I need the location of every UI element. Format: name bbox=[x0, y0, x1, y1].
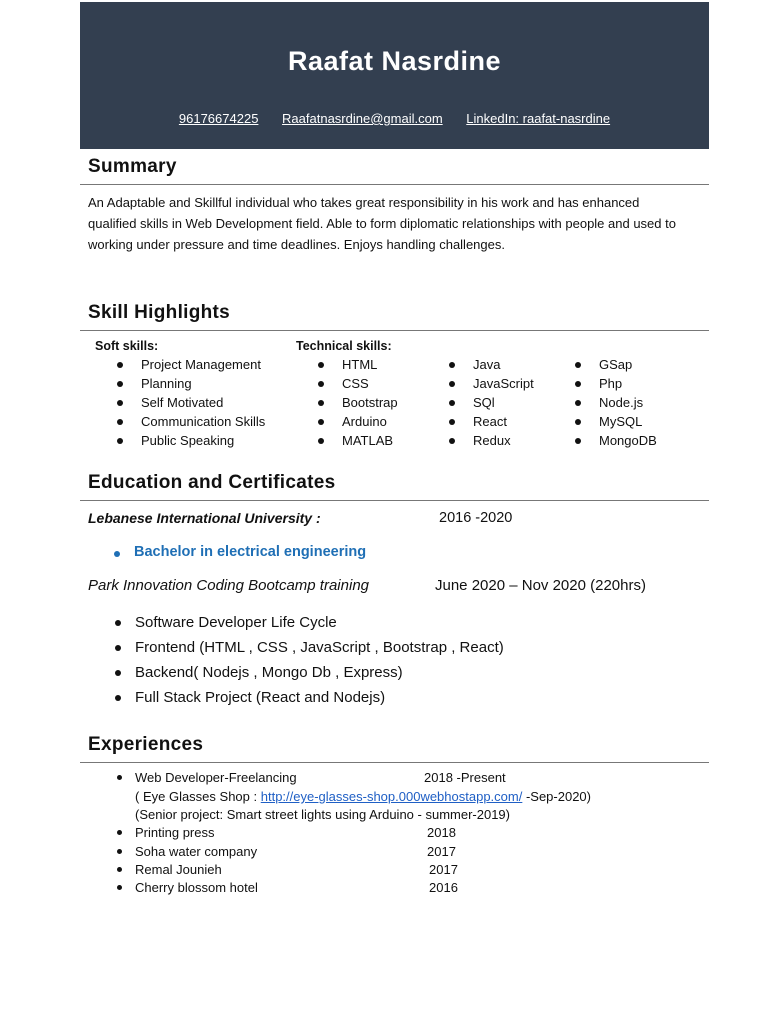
exp-year: 2017 bbox=[429, 862, 458, 877]
exp-role: Printing press bbox=[135, 825, 215, 840]
bootcamp-name: Park Innovation Coding Bootcamp training bbox=[88, 577, 370, 594]
exp-freelance-dates: 2018 -Present bbox=[424, 770, 506, 785]
exp-role: Remal Jounieh bbox=[135, 862, 222, 877]
list-item: Planning bbox=[115, 374, 265, 393]
list-item: Software Developer Life Cycle bbox=[112, 610, 504, 635]
exp-eye-glasses-line bbox=[135, 788, 591, 806]
tech-skills-col-1 bbox=[316, 355, 398, 450]
list-item: Php bbox=[573, 374, 657, 393]
list-item: CSS bbox=[316, 374, 398, 393]
contact-row bbox=[80, 111, 709, 126]
soft-skills-list bbox=[115, 355, 265, 450]
linkedin-link[interactable]: LinkedIn: raafat-nasrdine bbox=[466, 111, 611, 126]
list-item: MATLAB bbox=[316, 431, 398, 450]
university-colon: : bbox=[312, 510, 321, 526]
technical-skills-label: Technical skills: bbox=[296, 339, 392, 353]
exp-role: Soha water company bbox=[135, 844, 258, 859]
list-item: GSap bbox=[573, 355, 657, 374]
list-item: Arduino bbox=[316, 412, 398, 431]
email-link[interactable]: Raafatnasrdine@gmail.com bbox=[282, 111, 443, 126]
education-divider bbox=[80, 500, 709, 501]
list-item: Bootstrap bbox=[316, 393, 398, 412]
summary-divider bbox=[80, 184, 709, 185]
list-item: Project Management bbox=[115, 355, 265, 374]
exp-year: 2018 bbox=[427, 825, 456, 840]
summary-title: Summary bbox=[88, 156, 177, 177]
list-item: Redux bbox=[447, 431, 534, 450]
phone-link[interactable]: 96176674225 bbox=[178, 111, 259, 126]
eye-suffix: -Sep-2020) bbox=[522, 789, 591, 804]
exp-year: 2016 bbox=[429, 880, 458, 895]
eye-glasses-link[interactable]: http://eye-glasses-shop.000webhostapp.com/ bbox=[260, 789, 523, 804]
university-name bbox=[88, 510, 321, 526]
list-item: Self Motivated bbox=[115, 393, 265, 412]
skills-title: Skill Highlights bbox=[88, 302, 231, 323]
exp-role: Cherry blossom hotel bbox=[135, 880, 258, 895]
tech-skills-col-2 bbox=[447, 355, 534, 450]
list-item: JavaScript bbox=[447, 374, 534, 393]
list-item: MongoDB bbox=[573, 431, 657, 450]
bootcamp-list bbox=[112, 610, 504, 710]
candidate-name: Raafat Nasrdine bbox=[287, 46, 502, 76]
exp-senior-project: (Senior project: Smart street lights using Arduino - summer-2019) bbox=[135, 807, 510, 822]
list-item: MySQL bbox=[573, 412, 657, 431]
university-dates: 2016 -2020 bbox=[439, 510, 513, 526]
list-item: Node.js bbox=[573, 393, 657, 412]
summary-text: An Adaptable and Skillful individual who takes great responsibility in his work and has enhanced qualified skills in Web Development field. Able to form diplomatic relationships with people and used to working under pressure and time deadlines. Enjoys handling challenges. bbox=[88, 195, 676, 252]
skills-divider bbox=[80, 330, 709, 331]
list-item: Communication Skills bbox=[115, 412, 265, 431]
list-item: Full Stack Project (React and Nodejs) bbox=[112, 685, 504, 710]
list-item: Frontend (HTML , CSS , JavaScript , Bootstrap , React) bbox=[112, 635, 504, 660]
list-item: Java bbox=[447, 355, 534, 374]
list-item: HTML bbox=[316, 355, 398, 374]
exp-year: 2017 bbox=[427, 844, 456, 859]
soft-skills-label: Soft skills: bbox=[95, 339, 159, 353]
list-item: SQl bbox=[447, 393, 534, 412]
eye-prefix: ( Eye Glasses Shop : bbox=[135, 789, 261, 804]
experiences-title: Experiences bbox=[88, 734, 204, 755]
degree-item: Bachelor in electrical engineering bbox=[112, 544, 366, 560]
university-label: Lebanese International University bbox=[88, 510, 313, 526]
header-banner bbox=[80, 2, 709, 149]
exp-freelance-role: Web Developer-Freelancing bbox=[135, 770, 297, 785]
bootcamp-dates: June 2020 – Nov 2020 (220hrs) bbox=[435, 577, 646, 594]
list-item: React bbox=[447, 412, 534, 431]
list-item: Public Speaking bbox=[115, 431, 265, 450]
experiences-divider bbox=[80, 762, 709, 763]
education-title: Education and Certificates bbox=[88, 472, 336, 493]
tech-skills-col-3 bbox=[573, 355, 657, 450]
list-item: Backend( Nodejs , Mongo Db , Express) bbox=[112, 660, 504, 685]
